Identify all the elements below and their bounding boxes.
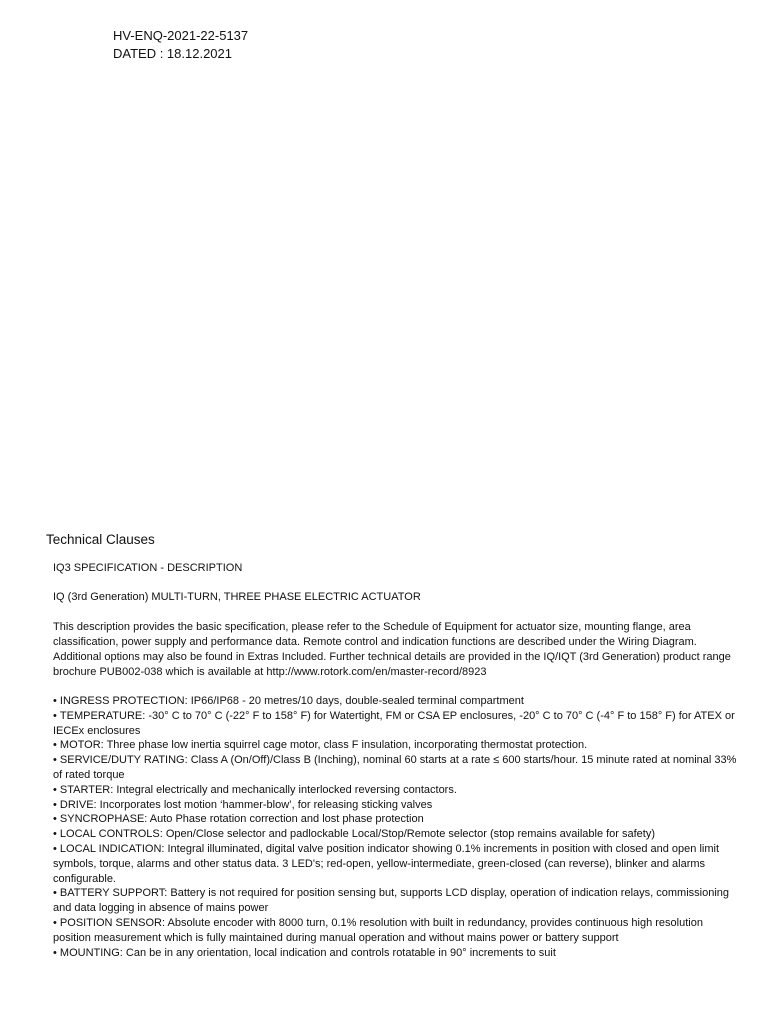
spec-item-temperature: • TEMPERATURE: -30° C to 70° C (-22° F to 158° F) for Watertight, FM or CSA EP enclosures, -20° C to 70° C (-4° F to 158° F) for ATEX or IECEx enclosures xyxy=(53,709,743,739)
spec-item-local-controls: • LOCAL CONTROLS: Open/Close selector and padlockable Local/Stop/Remote selector (stop remains available for safety) xyxy=(53,827,743,842)
spec-item-syncrophase: • SYNCROPHASE: Auto Phase rotation correction and lost phase protection xyxy=(53,812,743,827)
spec-item-drive: • DRIVE: Incorporates lost motion ‘hammer-blow’, for releasing sticking valves xyxy=(53,798,743,813)
spec-item-mounting: • MOUNTING: Can be in any orientation, local indication and controls rotatable in 90° increments to suit xyxy=(53,946,743,961)
section-title: Technical Clauses xyxy=(46,532,155,547)
spec-title: IQ3 SPECIFICATION - DESCRIPTION xyxy=(53,562,243,574)
enquiry-number: HV-ENQ-2021-22-5137 xyxy=(113,28,249,43)
document-reference xyxy=(113,27,248,63)
spec-item-ingress: • INGRESS PROTECTION: IP66/IP68 - 20 metres/10 days, double-sealed terminal compartment xyxy=(53,694,743,709)
document-date: DATED : 18.12.2021 xyxy=(113,46,232,61)
product-title: IQ (3rd Generation) MULTI-TURN, THREE PHASE ELECTRIC ACTUATOR xyxy=(53,591,421,603)
spec-item-duty-rating: • SERVICE/DUTY RATING: Class A (On/Off)/Class B (Inching), nominal 60 starts at a rate ≤ 600 starts/hour. 15 minute rated at nominal 33% of rated torque xyxy=(53,753,743,783)
specification-list xyxy=(53,694,743,960)
spec-item-starter: • STARTER: Integral electrically and mechanically interlocked reversing contactors. xyxy=(53,783,743,798)
spec-item-battery-support: • BATTERY SUPPORT: Battery is not required for position sensing but, supports LCD display, operation of indication relays, commissioning and data logging in absence of mains power xyxy=(53,886,743,916)
spec-item-position-sensor: • POSITION SENSOR: Absolute encoder with 8000 turn, 0.1% resolution with built in redundancy, provides continuous high resolution position measurement which is fully maintained during manual operation and without mains power or battery support xyxy=(53,916,743,946)
spec-item-local-indication: • LOCAL INDICATION: Integral illuminated, digital valve position indicator showing 0.1% increments in position with closed and open limit symbols, torque, alarms and other status data. 3 LED's; red-open, yellow-intermediate, green-closed (can reverse), blinker and alarms configurable. xyxy=(53,842,743,886)
intro-paragraph: This description provides the basic specification, please refer to the Schedule of Equipment for actuator size, mounting flange, area classification, power supply and performance data. Remote control and indication functions are described under the Wiring Diagram. Additional options may also be found in Extras Included. Further technical details are provided in the IQ/IQT (3rd Generation) product range brochure PUB002-038 which is available at http://www.rotork.com/en/master-record/8923 xyxy=(53,621,731,678)
spec-item-motor: • MOTOR: Three phase low inertia squirrel cage motor, class F insulation, incorporating thermostat protection. xyxy=(53,738,743,753)
